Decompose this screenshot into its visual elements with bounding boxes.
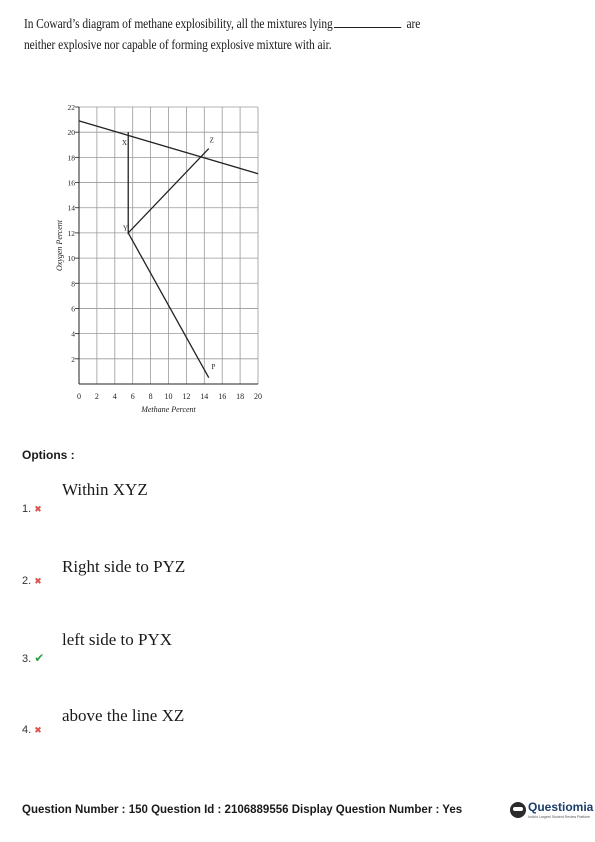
x-tick-label: 8: [148, 392, 153, 401]
wrong-icon: ✖: [34, 725, 42, 735]
option-2-text[interactable]: Right side to PYZ: [62, 557, 186, 576]
option-4-number: [22, 724, 42, 736]
x-tick-label: 6: [130, 392, 135, 401]
y-tick-label: 8: [71, 279, 75, 289]
y-tick-label: 20: [67, 128, 75, 138]
option-2-number: [22, 575, 42, 587]
point-label-y: Y: [122, 224, 128, 233]
option-1-num-label: 1.: [22, 503, 32, 515]
option-3-number: [22, 651, 44, 665]
y-tick-label: 10: [67, 254, 75, 264]
option-4-num-label: 4.: [22, 724, 32, 736]
x-tick-label: 16: [218, 392, 227, 401]
question-line-2: neither explosive nor capable of forming explosive mixture with air.: [24, 38, 332, 53]
mascot-icon: [510, 802, 526, 818]
y-axis-label: Oxygen Percent: [55, 219, 64, 272]
x-tick-label: 0: [77, 392, 81, 401]
logo-name: Questiomia: [528, 800, 594, 814]
site-logo: [510, 800, 592, 830]
wrong-icon: ✖: [34, 504, 42, 514]
logo-tagline: India's Largest Student Review Platform: [528, 815, 591, 819]
y-tick-label: 16: [67, 178, 75, 188]
y-tick-label: 4: [71, 329, 75, 339]
question-text: [24, 14, 421, 56]
coward-diagram: [50, 95, 270, 435]
point-label-p: P: [211, 362, 216, 371]
option-1-number: [22, 503, 42, 515]
point-label-z: Z: [209, 136, 214, 145]
point-label-x: X: [121, 138, 128, 147]
option-3-text[interactable]: left side to PYX: [62, 630, 173, 649]
x-tick-label: 20: [254, 392, 262, 401]
option-3-num-label: 3.: [22, 653, 32, 665]
answer-blank: [334, 15, 401, 28]
x-tick-label: 4: [112, 392, 117, 401]
y-tick-label: 6: [71, 304, 75, 314]
x-axis-label: Methane Percent: [141, 405, 196, 414]
y-tick-label: 18: [67, 153, 75, 163]
options-label: Options :: [22, 448, 75, 462]
y-tick-label: 22: [67, 103, 75, 112]
y-tick-label: 12: [67, 228, 75, 238]
option-2-num-label: 2.: [22, 575, 32, 587]
wrong-icon: ✖: [34, 576, 42, 586]
x-tick-label: 10: [164, 392, 173, 401]
x-tick-label: 18: [236, 392, 245, 401]
question-footer: Question Number : 150 Question Id : 2106889556 Display Question Number : Yes: [22, 804, 463, 816]
question-line-1-start: In Coward’s diagram of methane explosibility, all the mixtures lying: [24, 17, 333, 32]
y-tick-label: 2: [71, 354, 75, 364]
x-tick-label: 12: [182, 392, 191, 401]
y-tick-label: 14: [67, 203, 75, 213]
question-line-1-end: are: [406, 17, 421, 32]
option-4-text[interactable]: above the line XZ: [62, 706, 185, 725]
correct-check-icon: ✔: [34, 651, 45, 665]
question-line-1: [24, 14, 421, 35]
x-tick-label: 2: [94, 392, 99, 401]
x-tick-label: 14: [200, 392, 209, 401]
option-1-text[interactable]: Within XYZ: [62, 480, 148, 499]
